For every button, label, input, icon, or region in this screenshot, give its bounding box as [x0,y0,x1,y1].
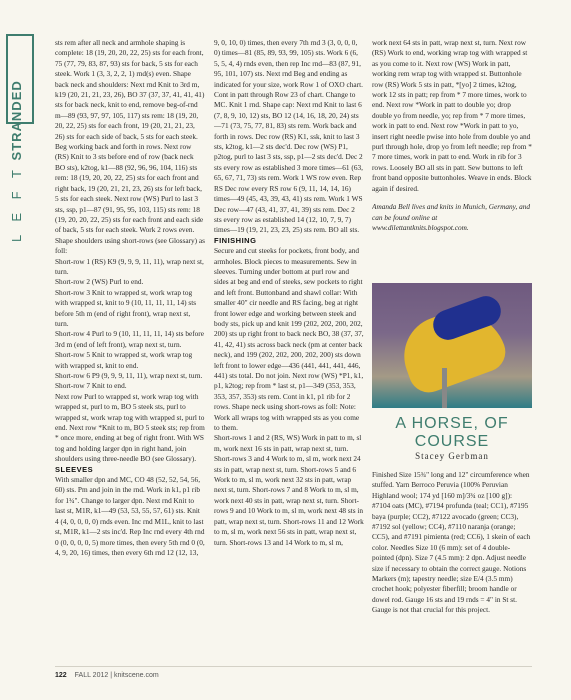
paragraph: Next row Purl to wrapped st, work wrap tog with wrapped st, purl to m, BO 5 steek sts, purl to wrapped st, work wrap tog with wrapped st, purl to end. Next row *Knit to m, BO 5 steek sts; rep from * once more, ending at beg of right front. With WS tog and holding larger dpn in right hand, join shoulders using three-needle BO (see Glossary). [55,391,205,464]
short-row: Short-row 5 Knit to wrapped st, work wrap tog with wrapped st, knit to end. [55,350,193,370]
short-row: Short-row 6 P9 (9, 9, 9, 11, 11), wrap next st, turn. [55,371,203,380]
short-row: Short-row 1 (RS) K9 (9, 9, 9, 11, 11), wrap next st, turn. [55,256,204,276]
short-row: Short-row 7 Knit to end. [55,381,127,391]
paragraph: sts rem after all neck and armhole shaping is complete: 18 (19, 20, 20, 22, 25) sts for each front, 75 (77, 79, 83, 87, 93) sts for back, 5 sts for each steek. Work 1 (3, 3, 2, 2, 1) rnd(s) even. Shape back neck and shoulders: Next rnd Knit to 3rd m, k19 (20, 21, 21, 23, 26), BO 37 (37, 37, 41, 41, 41) sts for back neck, knit to end, remove beg-of-rnd m—89 (93, 97, 97, 105, 117) sts rem: 18 (19, 20, 20, 22, 25) sts for each front, 19 (20, 21, 21, 23, 26) sts for each side of back, 5 sts for each steek. Beg working back and forth in rows. Next row (RS) Knit to 3 sts before end of row (back neck BO sts), k2tog, k1—88 (92, 96, 96, 104, 116) sts rem: 18 (19, 20, 20, 22, 25) sts for each front and right back, 19 (20, 21, 21, 23, 26) sts for left back, 5 sts for each steek. Next row (WS) Purl to last 3 sts, ssp, p1—87 (91, 95, 95, 103, 115) sts rem: 18 (19, 20, 20, 22, 25) sts for each front and each side of back, 5 sts for each steek. Work 2 rows even. Shape shoulders using short-rows (see Glossary) as foll: [55,38,205,256]
paragraph: Secure and cut steeks for pockets, front body, and armholes. Block pieces to measurements. Sew in sleeves. Turning under bottom at purl row and sides at beg and end of steeks, sew pockets to right and left front. Buttonband and shawl collar: With smaller 40" cir needle and RS facing, beg at right front lower edge and working between steek and body sts, pick up and knit 199 (202, 202, 200, 202, 200) sts up right front to back neck BO, 38 (37, 37, 41, 42, 41) sts across back neck (pm at center back neck), and 199 (202, 202, 200, 202, 200) sts down left front to lower edge—436 (441, 441, 441, 446, 441) sts total. Do not join. Next row (WS) *P1, k1, p1, k2tog; rep from * last st, p1—349 (353, 353, 353, 357, 353) sts rem. Cont in k1, p1 rib for 2 rows. Shape neck using short-rows as foll: Note: Work all wraps tog with wrapped sts as you come to them. [214,246,364,433]
column-3 [372,38,532,313]
section-label: L E F T STRANDED [9,80,24,242]
horse-photo [372,283,532,408]
section-heading: FINISHING [214,235,257,245]
horse-stick-shape [442,368,447,408]
paragraph: Short-rows 1 and 2 (RS, WS) Work in patt to m, sl m, work next 16 sts in patt, wrap next st, turn. Short-rows 3 and 4 Work to m, sl m, work next 24 sts in patt, wrap next st, turn. Short-rows 5 and 6 Work to m, sl m, work next 32 sts in patt, wrap next st, turn. Short-rows 7 and 8 Work to m, sl m, work next 40 sts in patt, wrap next st, turn. Short-rows 9 and 10 Work to m, sl m, work next 48 sts in patt, wrap next st, turn. Short-rows 11 and 12 Work to m, sl m, work next 56 sts in patt, wrap next st, turn. Short-rows 13 and 14 Work to m, sl m, [214,433,364,547]
paragraph: work next 64 sts in patt, wrap next st, turn. Next row (RS) Work to end, working wrap tog with wrapped st as you come to it. Next row (WS) Work in patt, working rem wrap tog with wrapped st. Buttonhole row (RS) Work 5 sts in patt, *[yo] 2 times, k2tog, work 12 sts in patt; rep from * 7 more times, work to end. Next row *Work in patt to double yo; drop double yo from needle, yo; rep from * 7 more times, work in patt to end. Next row *Work in patt to yo, insert right needle pwise into hole from double yo and purl through hole, drop yo from left needle; rep from * 7 more times, work in patt to end. Work in rib for 3 rows. Loosely BO all sts in patt. Sew buttons to left front band opposite buttonholes. Weave in ends. Block again if desired. [372,38,532,193]
page-footer [55,672,159,679]
article-title: A HORSE, OF COURSE [395,415,509,450]
paragraph: 9, 0, 10, 0) times, then every 7th rnd 3 (3, 0, 0, 0, 0) times—81 (85, 89, 93, 99, 105) sts. Work 6 (6, 5, 5, 4, 4) rnds even, then rep Inc rnd—83 (87, 91, 95, 101, 107) sts. Next rnd Beg and ending as indicated for your size, work Row 1 of OXO chart. Cont in patt through Row 23 of chart. Change to MC. Knit 1 rnd. Shape cap: Next rnd Knit to last 6 (7, 8, 9, 10, 12) sts, BO 12 (14, 16, 18, 20, 24) sts—71 (73, 75, 77, 81, 83) sts rem. Work back and forth in rows. Dec row (RS) K1, ssk, knit to last 3 sts, k2tog, k1—2 sts dec'd. Dec row (WS) P1, p2tog, purl to last 3 sts, ssp, p1—2 sts dec'd. Dec 2 sts every row as established 3 more times—61 (63, 65, 67, 71, 73) sts rem. Work 1 WS row even. Rep RS Dec row every RS row 6 (9, 11, 14, 14, 16) times—49 (45, 43, 39, 43, 41) sts rem. Work 1 WS Dec row—47 (43, 41, 37, 41, 39) sts rem. Dec 2 sts every row as established 14 (12, 10, 7, 9, 7) times—19 (19, 21, 23, 23, 25) sts rem. BO all sts. [214,38,363,235]
short-row: Short-row 2 (WS) Purl to end. [55,277,144,287]
short-row: Short-row 3 Knit to wrapped st, work wrap tog with wrapped st, knit to 9 (10, 11, 11, 11, 14) sts before 5th m (end of right front), wrap next st, turn. [55,287,197,328]
column-1 [55,38,205,558]
short-row: Short-row 4 Purl to 9 (10, 11, 11, 11, 14) sts before 3rd m (end of left front), wrap next st, turn. [55,329,204,349]
article-author: Stacey Gerbman [415,451,489,461]
column-2 [214,38,364,658]
paragraph: Finished Size 15¾" long and 12" circumference when stuffed. Yarn Berroco Peruvia (100% Peruvian Highland wool; 174 yd [160 m]/3¾ oz [100 g]): #7104 oats (MC), #7194 profunda (teal; CC1), #7195 baya (purple; CC2), #7122 avocado (green; CC3), #7192 sol (yellow; CC4), #7110 naranja (orange; CC5), and #7191 pimienta (red; CC6), 1 skein of each color. Needles Size 10 (6 mm): set of 4 double-pointed (dpn). Size 7 (4.5 mm): 2 dpn. Adjust needle size if necessary to obtain the correct gauge. Notions Markers (m); tapestry needle; size E/4 (3.5 mm) crochet hook; polyester fiberfill; broom handle or dowel rod. Gauge 16 sts and 19 rnds = 4" in St st. Gauge is not that crucial for this project. [372,470,531,615]
pattern-specs [372,470,532,670]
page-number: 122 [55,672,67,679]
section-heading: SLEEVES [55,464,94,474]
footer-rule [55,666,532,667]
sidebar [0,0,36,700]
issue-label: FALL 2012 | knitscene.com [74,672,159,679]
paragraph: With smaller dpn and MC, CO 48 (52, 52, 54, 56, 60) sts. Pm and join in the rnd. Work in k1, p1 rib for 1¾". Change to larger dpn. Next rnd Knit to last st, M1R, k1—49 (53, 53, 55, 57, 61) sts. Knit 4 (4, 0, 0, 0, 0) rnds even. Inc rnd M1L, knit to last st, M1R, k1—2 sts inc'd. Rep Inc rnd every 4th rnd 0 (0, 0, 0, 0, 5) more times, then every 5th rnd 0 (0, 4, 9, 20, 16) times, then every 6th rnd 12 (12, 13, [55,475,205,557]
author-bio: Amanda Bell lives and knits in Munich, Germany, and can be found online at www.dilettantknits.blogspot.com. [372,202,531,232]
